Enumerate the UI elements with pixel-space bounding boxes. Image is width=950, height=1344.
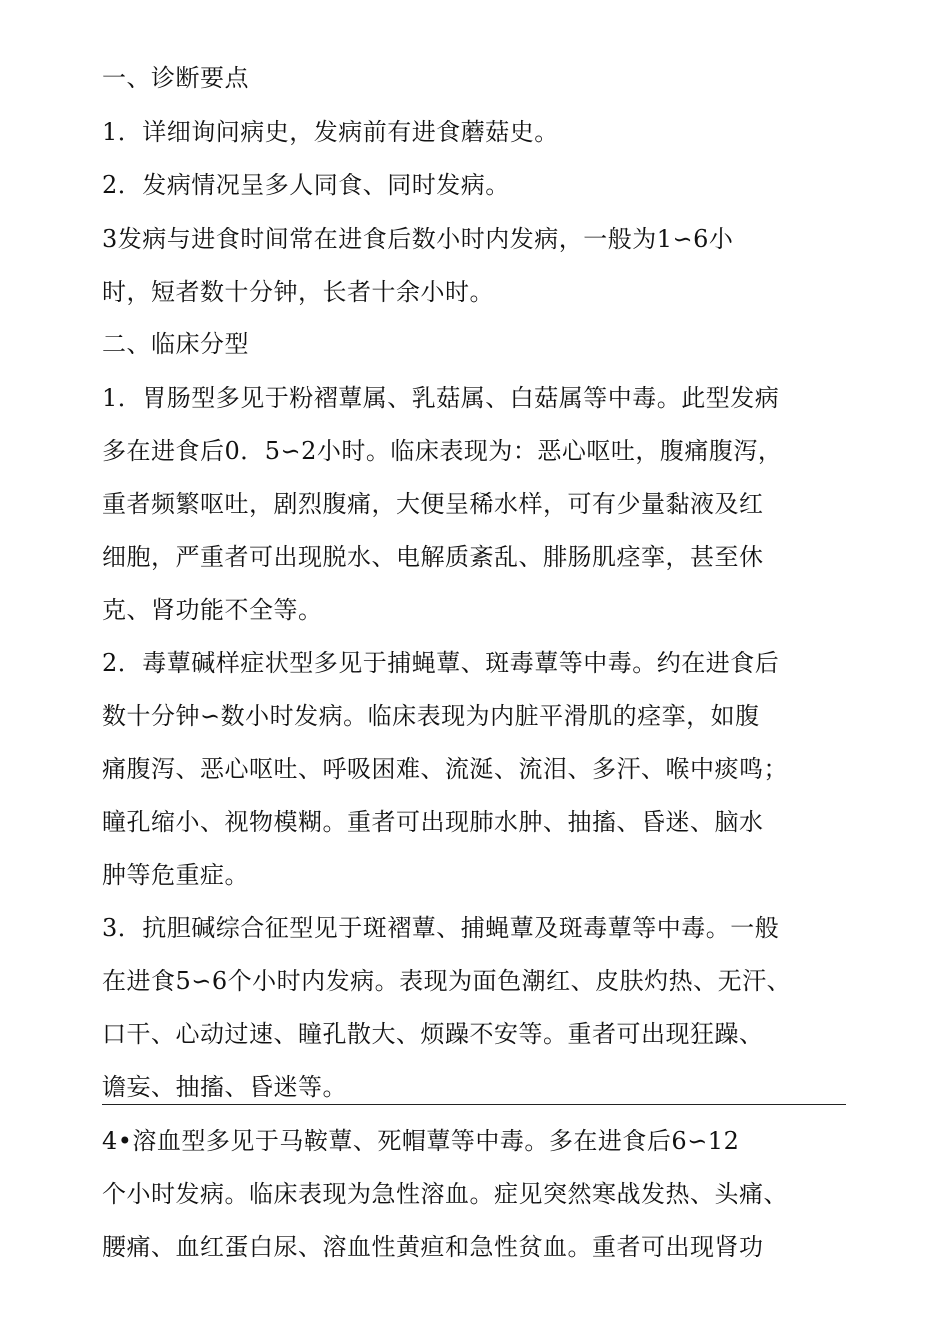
diagnosis-item-2: 2．发病情况呈多人同食、同时发病。 [102, 171, 510, 199]
type1-line-1: 1．胃肠型多见于粉褶蕈属、乳菇属、白菇属等中毒。此型发病 [102, 384, 780, 412]
type4-line-2: 个小时发病。临床表现为急性溶血。症见突然寒战发热、头痛、 [102, 1180, 788, 1208]
type4-line-1: 4•溶血型多见于马鞍蕈、死帽蕈等中毒。多在进食后6∽12 [102, 1127, 740, 1155]
type2-line-2: 数十分钟∽数小时发病。临床表现为内脏平滑肌的痉挛，如腹 [102, 702, 760, 730]
diagnosis-item-3-line-2: 时，短者数十分钟，长者十余小时。 [102, 278, 494, 306]
type3-line-3: 口干、心动过速、瞳孔散大、烦躁不安等。重者可出现狂躁、 [102, 1020, 764, 1048]
section-heading-diagnosis: 一、诊断要点 [102, 64, 249, 92]
page-divider [102, 1104, 846, 1105]
type4-line-3: 腰痛、血红蛋白尿、溶血性黄疸和急性贫血。重者可出现肾功 [102, 1233, 764, 1261]
type2-line-3: 痛腹泻、恶心呕吐、呼吸困难、流涎、流泪、多汗、喉中痰鸣； [102, 755, 788, 783]
type3-line-2: 在进食5∽6个小时内发病。表现为面色潮红、皮肤灼热、无汗、 [102, 967, 792, 995]
type3-line-1: 3．抗胆碱综合征型见于斑褶蕈、捕蝇蕈及斑毒蕈等中毒。一般 [102, 914, 780, 942]
type2-line-1: 2．毒蕈碱样症状型多见于捕蝇蕈、斑毒蕈等中毒。约在进食后 [102, 649, 780, 677]
section-heading-clinical-types: 二、临床分型 [102, 330, 249, 358]
type1-line-5: 克、肾功能不全等。 [102, 596, 323, 624]
type3-line-4: 谵妄、抽搐、昏迷等。 [102, 1073, 347, 1101]
type1-line-3: 重者频繁呕吐，剧烈腹痛，大便呈稀水样，可有少量黏液及红 [102, 490, 764, 518]
type2-line-5: 肿等危重症。 [102, 861, 249, 889]
type1-line-2: 多在进食后0．5∽2小时。临床表现为：恶心呕吐，腹痛腹泻， [102, 437, 783, 465]
type2-line-4: 瞳孔缩小、视物模糊。重者可出现肺水肿、抽搐、昏迷、脑水 [102, 808, 764, 836]
type1-line-4: 细胞，严重者可出现脱水、电解质紊乱、腓肠肌痉挛，甚至休 [102, 543, 764, 571]
diagnosis-item-3-line-1: 3发病与进食时间常在进食后数小时内发病，一般为1∽6小 [102, 225, 734, 253]
diagnosis-item-1: 1．详细询问病史，发病前有进食蘑菇史。 [102, 118, 559, 146]
